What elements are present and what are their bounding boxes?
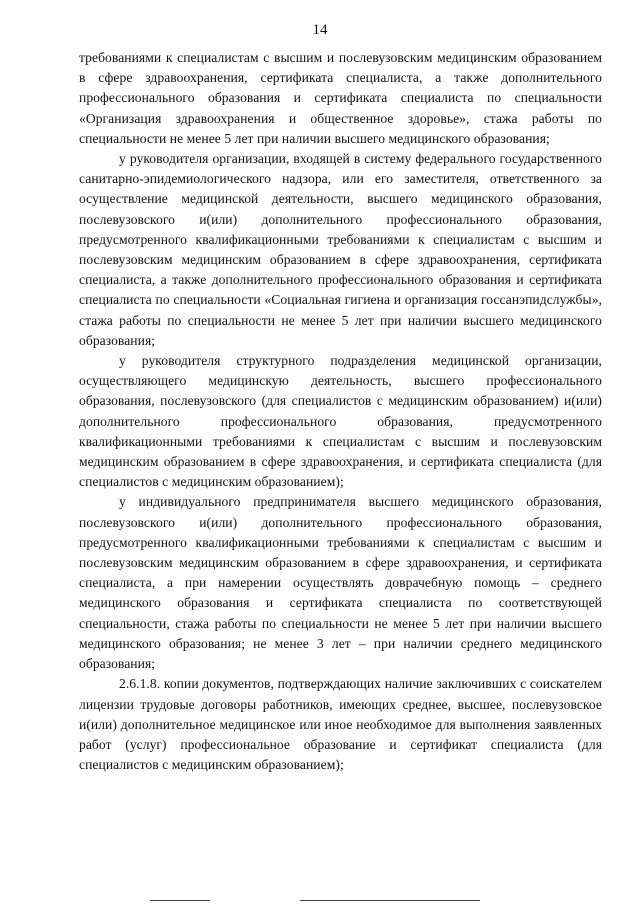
scan-edge-mark-left <box>150 900 210 901</box>
scan-edge-mark-right <box>300 900 480 901</box>
document-body <box>79 48 602 775</box>
paragraph-organization-head: у руководителя организации, входящей в систему федерального государственного санитарно-эпидемиологического надзора, или его заместителя, ответственного за осуществление медицинской деятельности, высшего медицинского образования, послевузовского и(или) дополнительного профессионального образования, предусмотренного квалификационными требованиями к специалистам с высшим и послевузовским медицинским образованием в сфере здравоохранения, сертификата специалиста, а также дополнительного профессионального образования и сертификата специалиста по специальности «Социальная гигиена и организация госсанэпидслужбы», стажа работы по специальности не менее 5 лет при наличии высшего медицинского образования; <box>79 151 602 348</box>
paragraph-continuation: требованиями к специалистам с высшим и послевузовским медицинским образованием в сфере здравоохранения, сертификата специалиста, а также дополнительного профессионального образования и сертификата специалиста по специальности «Организация здравоохранения и общественное здоровье», стажа работы по специальности не менее 5 лет при наличии высшего медицинского образования; <box>79 50 602 146</box>
paragraph-individual-entrepreneur: у индивидуального предпринимателя высшего медицинского образования, послевузовского и(или) дополнительного профессионального образования, предусмотренного квалификационными требованиями к специалистам с высшим и послевузовским медицинским образованием в сфере здравоохранения, и сертификата специалиста, а при намерении осуществлять доврачебную помощь – среднего медицинского образования и сертификата специалиста по соответствующей специальности, стажа работы по специальности не менее 5 лет при наличии высшего медицинского образования; не менее 3 лет – при наличии среднего медицинского образования; <box>79 494 602 672</box>
page-number: 14 <box>312 22 328 38</box>
paragraph-department-head: у руководителя структурного подразделения медицинской организации, осуществляющего медицинскую деятельность, высшего профессионального образования, послевузовского (для специалистов с медицинским образованием) и(или) дополнительного профессионального образования, предусмотренного квалификационными требованиями к специалистам с высшим и послевузовским медицинским образованием в сфере здравоохранения, и сертификата специалиста (для специалистов с медицинским образованием); <box>79 353 602 490</box>
paragraph-2-6-1-8: 2.6.1.8. копии документов, подтверждающих наличие заключивших с соискателем лицензии трудовые договоры работников, имеющих среднее, высшее, послевузовское и(или) дополнительное медицинское или иное необходимое для выполнения заявленных работ (услуг) профессиональное образование и сертификат специалиста (для специалистов с медицинским образованием); <box>79 676 602 773</box>
